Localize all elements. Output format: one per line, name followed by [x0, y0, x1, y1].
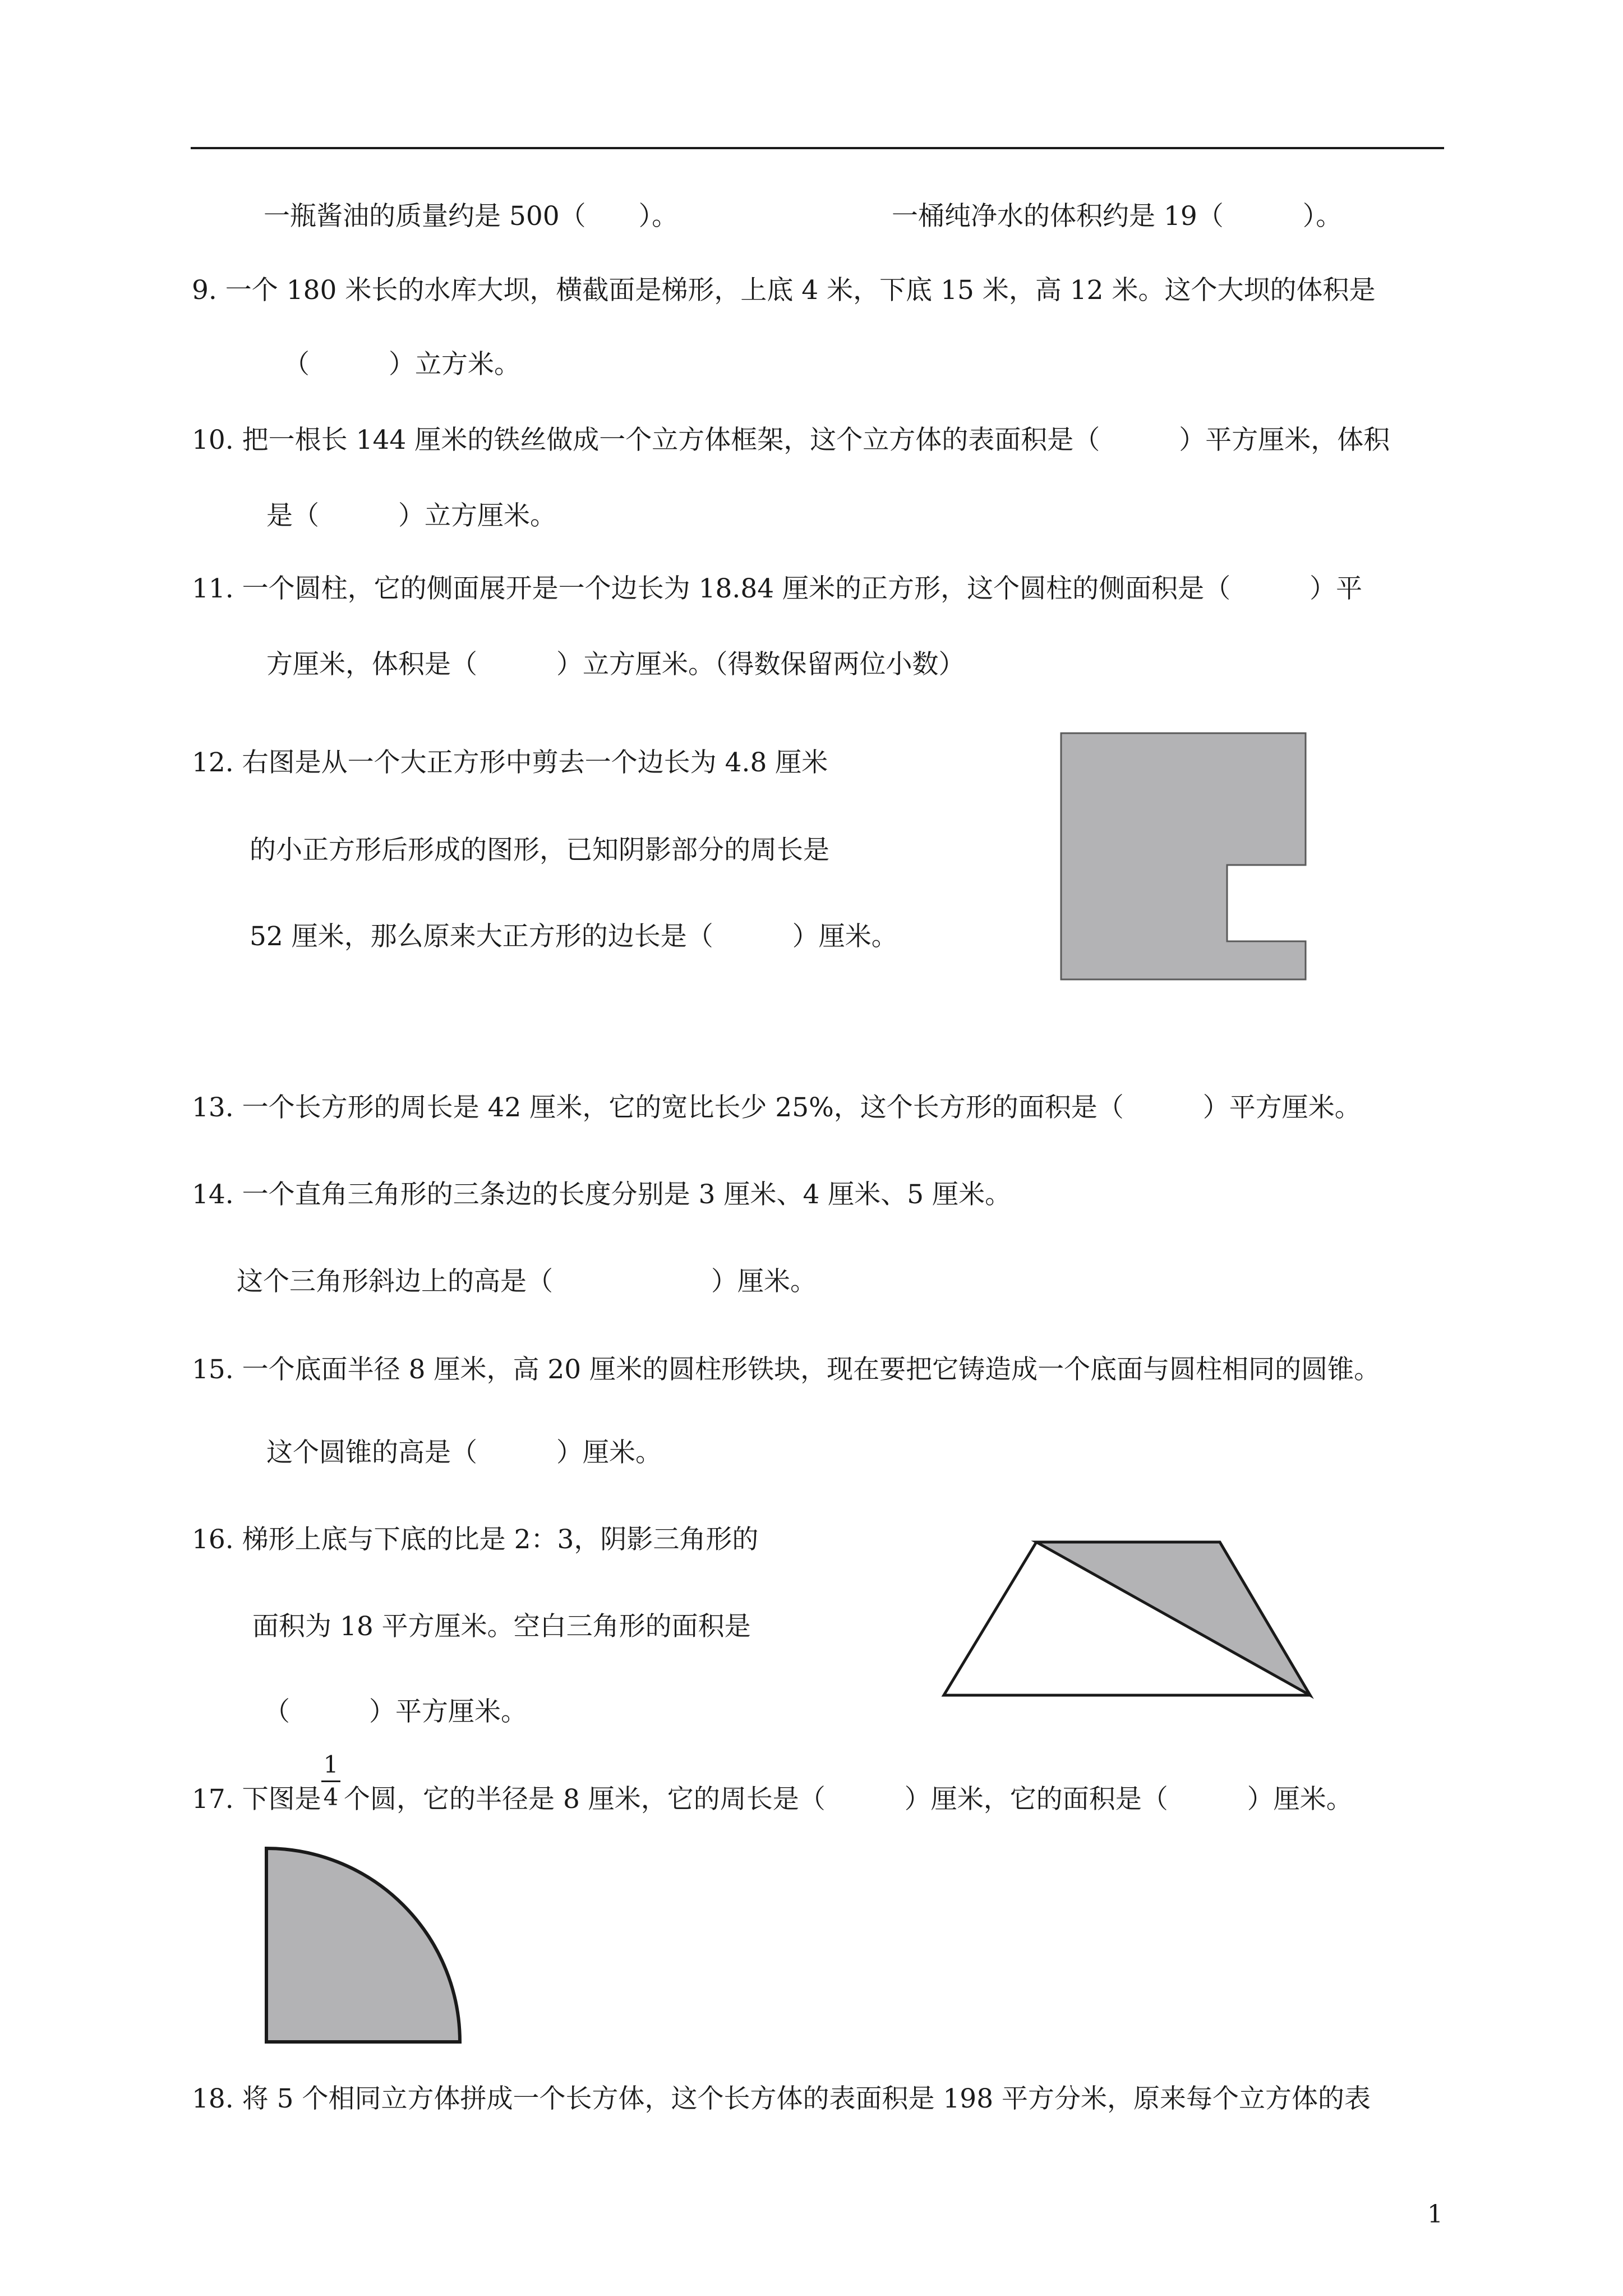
q17-quarter-circle-figure [266, 1848, 460, 2042]
q10-line-1: 10. 把一根长 144 厘米的铁丝做成一个立方体框架，这个立方体的表面积是（ ）平方厘米，体积 [192, 425, 1390, 455]
fraction-denominator: 4 [323, 1783, 339, 1811]
q15-line-2: 这个圆锥的高是（ ）厘米。 [266, 1437, 662, 1468]
q9-line-2: （ ）立方米。 [283, 349, 520, 380]
q12-line-1: 12. 右图是从一个大正方形中剪去一个边长为 4.8 厘米 [192, 747, 828, 778]
q13-line: 13. 一个长方形的周长是 42 厘米，它的宽比长少 25%，这个长方形的面积是（ ）平方厘米。 [192, 1092, 1361, 1123]
q12-line-3: 52 厘米，那么原来大正方形的边长是（ ）厘米。 [250, 921, 898, 952]
q11-line-2: 方厘米，体积是（ ）立方厘米。（得数保留两位小数） [266, 649, 965, 680]
q17-line-prefix: 17. 下图是 [192, 1784, 321, 1815]
fraction-numerator: 1 [323, 1751, 339, 1778]
q16-line-2: 面积为 18 平方厘米。空白三角形的面积是 [252, 1611, 751, 1642]
q14-line-2: 这个三角形斜边上的高是（ ）厘米。 [237, 1266, 817, 1297]
q17-line-suffix: 个圆，它的半径是 8 厘米，它的周长是（ ）厘米，它的面积是（ ）厘米。 [344, 1784, 1353, 1815]
page-number: 1 [1427, 2200, 1443, 2229]
q14-line-1: 14. 一个直角三角形的三条边的长度分别是 3 厘米、4 厘米、5 厘米。 [192, 1179, 1012, 1210]
q11-line-1: 11. 一个圆柱，它的侧面展开是一个边长为 18.84 厘米的正方形，这个圆柱的侧面积是（ ）平 [192, 573, 1363, 604]
q9-line-1: 9. 一个 180 米长的水库大坝，横截面是梯形，上底 4 米，下底 15 米，高 12 米。这个大坝的体积是 [192, 275, 1376, 306]
q12-notched-square-figure [1061, 733, 1306, 979]
q15-line-1: 15. 一个底面半径 8 厘米，高 20 厘米的圆柱形铁块，现在要把它铸造成一个底面与圆柱相同的圆锥。 [192, 1354, 1381, 1385]
q16-line-3: （ ）平方厘米。 [264, 1696, 527, 1727]
q8-line-water: 一桶纯净水的体积约是 19（ ）。 [892, 201, 1343, 232]
q10-line-2: 是（ ）立方厘米。 [266, 500, 556, 531]
q16-line-1: 16. 梯形上底与下底的比是 2：3，阴影三角形的 [192, 1524, 759, 1555]
q18-line-1: 18. 将 5 个相同立方体拼成一个长方体，这个长方体的表面积是 198 平方分米，原来每个立方体的表 [192, 2083, 1371, 2114]
q8-line-soy: 一瓶酱油的质量约是 500（ ）。 [264, 201, 679, 232]
q12-line-2: 的小正方形后形成的图形，已知阴影部分的周长是 [250, 835, 829, 866]
